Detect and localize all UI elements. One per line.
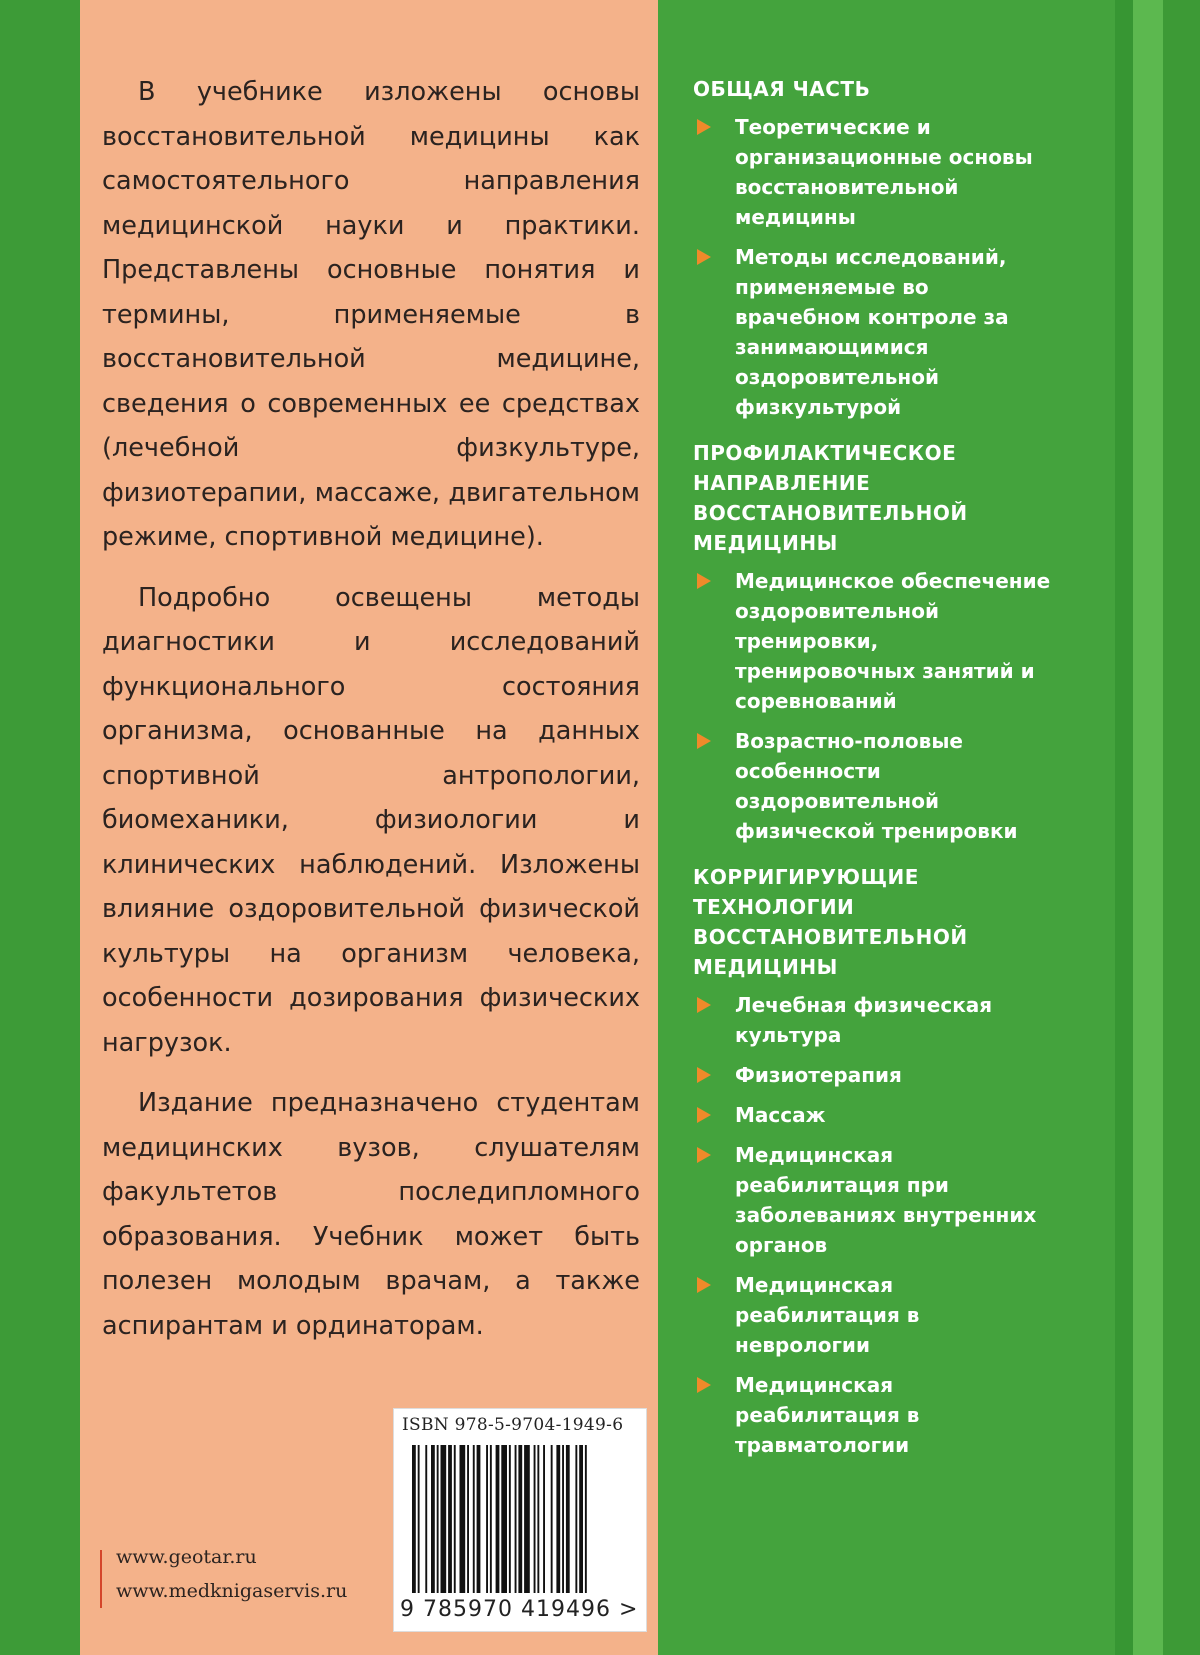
contents-section-title: КОРРИГИРУЮЩИЕ ТЕХНОЛОГИИ ВОССТАНОВИТЕЛЬНОЙ МЕДИЦИНЫ <box>693 865 968 979</box>
barcode-icon <box>412 1445 636 1593</box>
arrow-bullet-icon <box>697 1067 711 1083</box>
annotation-text <box>102 70 640 1364</box>
annotation-paragraph-3: Издание предназначено студентам медицинских вузов, слушателям факультетов последипломного образования. Учебник может быть полезен молодым врачам, а также аспирантам и ординаторам. <box>102 1088 640 1341</box>
arrow-bullet-icon <box>697 1107 711 1123</box>
spine-shadow <box>1115 0 1133 1655</box>
contents-item <box>693 1370 1053 1460</box>
contents-item <box>693 1100 1053 1130</box>
website-link[interactable]: www.geotar.ru <box>116 1546 257 1568</box>
contents-item-label: Физиотерапия <box>735 1063 902 1087</box>
arrow-bullet-icon <box>697 1277 711 1293</box>
contents-item-list <box>693 990 1053 1460</box>
arrow-bullet-icon <box>697 119 711 135</box>
contents-item-label: Медицинское обеспечение оздоровительной тренировки, тренировочных занятий и соревнований <box>735 569 1051 713</box>
arrow-bullet-icon <box>697 997 711 1013</box>
contents-item <box>693 990 1053 1050</box>
contents-item <box>693 1270 1053 1360</box>
contents-item <box>693 242 1053 422</box>
website-link[interactable]: www.medknigaservis.ru <box>116 1580 348 1602</box>
arrow-bullet-icon <box>697 573 711 589</box>
contents-item-label: Медицинская реабилитация в травматологии <box>735 1373 920 1457</box>
publisher-websites <box>100 1540 347 1608</box>
contents-item <box>693 566 1053 716</box>
contents-item <box>693 1140 1053 1260</box>
contents-item-list <box>693 112 1053 422</box>
isbn-barcode-label <box>393 1408 647 1632</box>
annotation-paragraph-1: В учебнике изложены основы восстановительной медицины как самостоятельного направления медицинской науки и практики. Представлены основные понятия и термины, применяемые в восстановительной медицине, сведения о современных ее средствах (лечебной физкультуре, физиотерапии, массаже, двигательном режиме, спортивной медицине). <box>102 77 640 552</box>
contents-section-title: ПРОФИЛАКТИЧЕСКОЕ НАПРАВЛЕНИЕ ВОССТАНОВИТЕЛЬНОЙ МЕДИЦИНЫ <box>693 441 968 555</box>
spine-edge <box>1163 0 1200 1655</box>
contents-item-list <box>693 566 1053 846</box>
arrow-bullet-icon <box>697 1377 711 1393</box>
contents-item-label: Лечебная физическая культура <box>735 993 993 1047</box>
contents-item-label: Медицинская реабилитация в неврологии <box>735 1273 920 1357</box>
left-green-strip <box>0 0 80 1655</box>
contents-section-title: ОБЩАЯ ЧАСТЬ <box>693 77 871 101</box>
arrow-bullet-icon <box>697 1147 711 1163</box>
contents-item <box>693 726 1053 846</box>
isbn-digits: 9 785970 419496 > <box>400 1597 639 1622</box>
contents-item-label: Медицинская реабилитация при заболеваниях внутренних органов <box>735 1143 1037 1257</box>
table-of-contents <box>693 74 1053 1476</box>
contents-item-label: Теоретические и организационные основы восстановительной медицины <box>735 115 1033 229</box>
contents-item-label: Массаж <box>735 1103 826 1127</box>
contents-item <box>693 1060 1053 1090</box>
arrow-bullet-icon <box>697 733 711 749</box>
website-bracket <box>100 1550 107 1608</box>
contents-item <box>693 112 1053 232</box>
contents-item-label: Методы исследований, применяемые во врачебном контроле за занимающимися оздоровительной физкультурой <box>735 245 1009 419</box>
arrow-bullet-icon <box>697 249 711 265</box>
contents-item-label: Возрастно-половые особенности оздоровительной физической тренировки <box>735 729 1018 843</box>
annotation-paragraph-2: Подробно освещены методы диагностики и исследований функционального состояния организма, основанные на данных спортивной антропологии, биомеханики, физиологии и клинических наблюдений. Изложены влияние оздоровительной физической культуры на организм человека, особенности дозирования физических нагрузок. <box>102 582 640 1058</box>
isbn-number: ISBN 978-5-9704-1949-6 <box>402 1415 624 1435</box>
spine-highlight <box>1133 0 1163 1655</box>
